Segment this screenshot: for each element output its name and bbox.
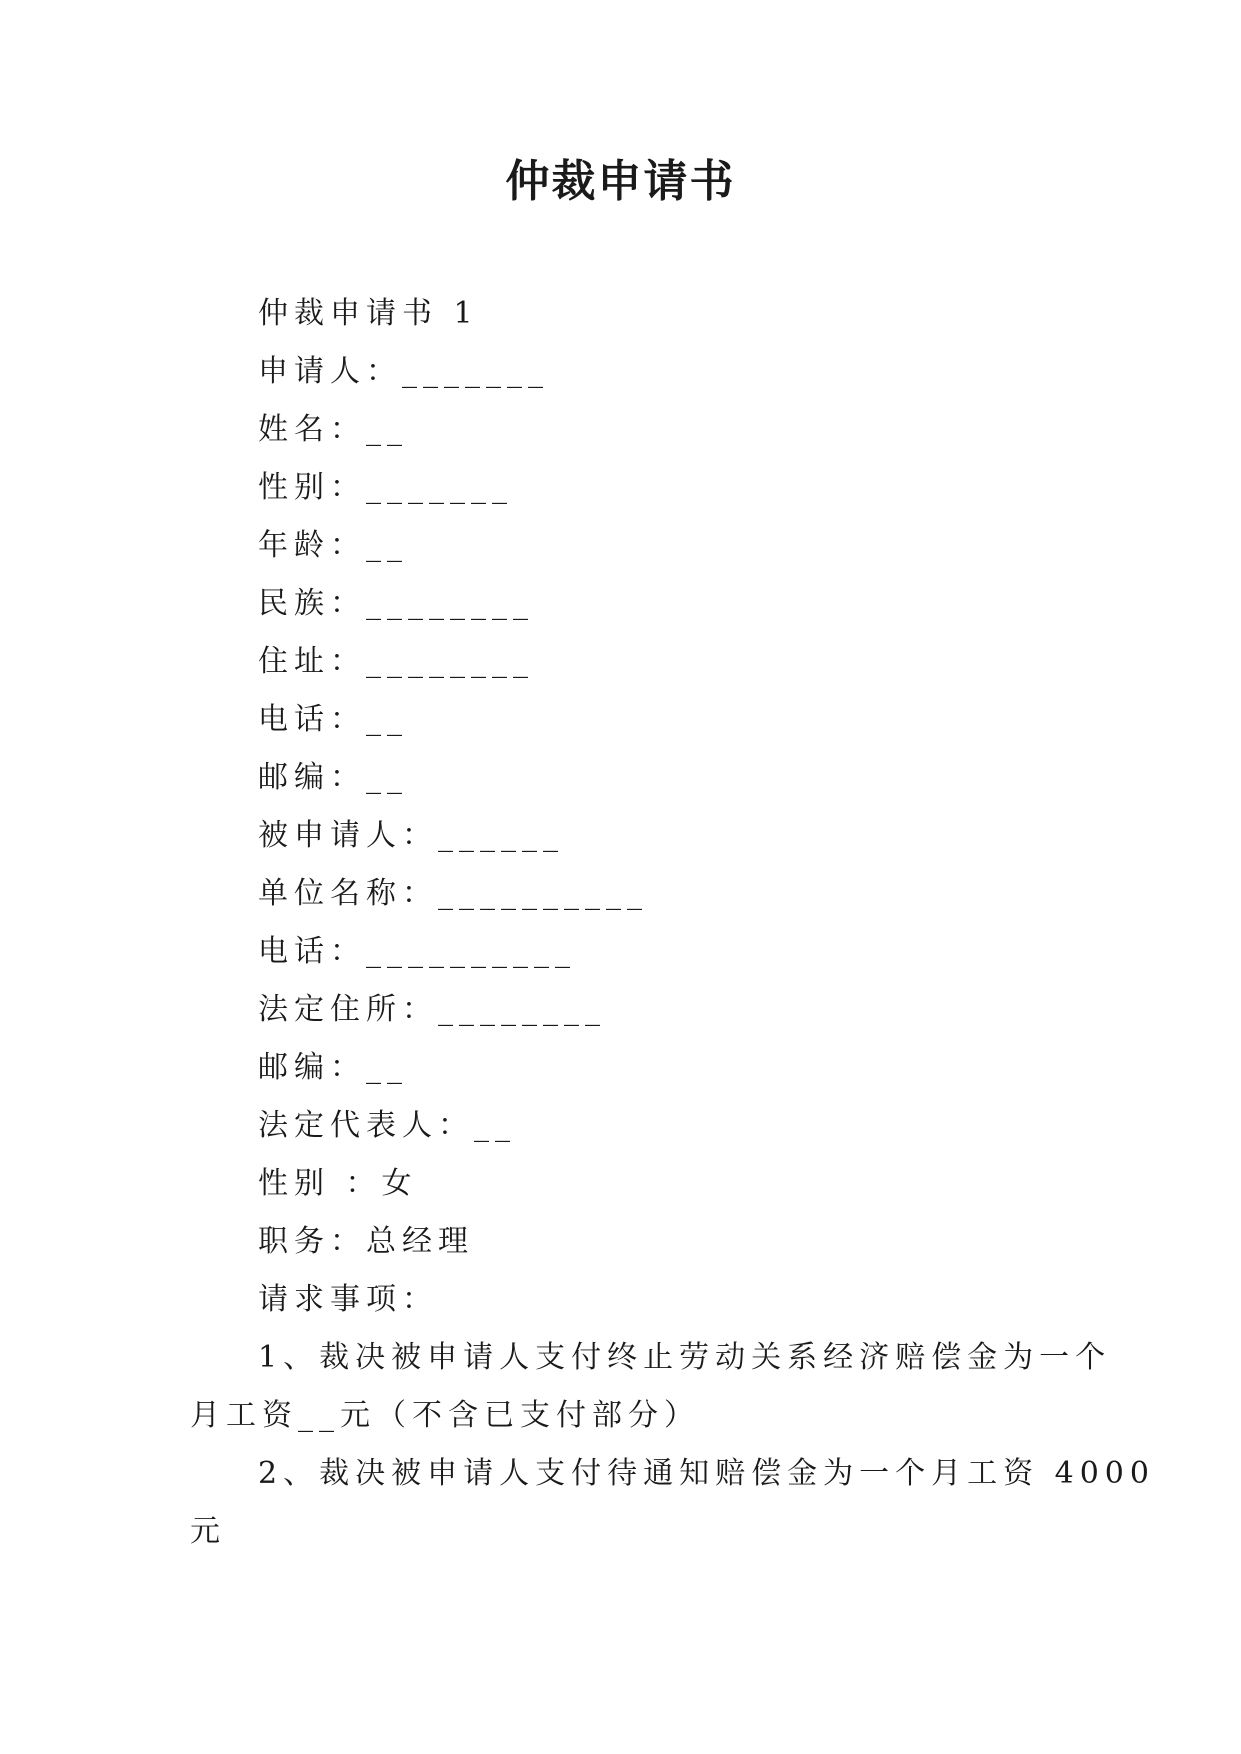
respondent-phone-field: 电话：__________ [258, 934, 576, 969]
address-field: 住址：________ [258, 644, 534, 679]
name-field: 姓名：__ [258, 412, 408, 447]
age-field: 年龄：__ [258, 528, 408, 563]
ethnicity-field: 民族：________ [258, 586, 534, 621]
claim-2-line-2: 元 [190, 1514, 226, 1549]
legal-representative-field: 法定代表人：__ [258, 1108, 516, 1143]
phone-field: 电话：__ [258, 702, 408, 737]
gender-field: 性别：_______ [258, 470, 513, 505]
respondent-field: 被申请人：______ [258, 818, 564, 853]
legal-address-field: 法定住所：________ [258, 992, 606, 1027]
applicant-field: 申请人：_______ [258, 354, 549, 389]
company-name-field: 单位名称：__________ [258, 876, 648, 911]
claim-1-line-2: 月工资__元（不含已支付部分） [190, 1398, 700, 1433]
claim-2-line-1: 2、裁决被申请人支付待通知赔偿金为一个月工资 4000 [258, 1456, 1155, 1491]
postcode-field: 邮编：__ [258, 760, 408, 795]
document-title: 仲裁申请书 [505, 156, 736, 207]
representative-gender-field: 性别 ：女 [258, 1166, 418, 1201]
section-heading: 仲裁申请书 1 [258, 296, 479, 331]
respondent-postcode-field: 邮编：__ [258, 1050, 408, 1085]
claims-heading: 请求事项： [258, 1282, 438, 1317]
position-field: 职务：总经理 [258, 1224, 474, 1259]
claim-1-line-1: 1、裁决被申请人支付终止劳动关系经济赔偿金为一个 [258, 1340, 1112, 1375]
